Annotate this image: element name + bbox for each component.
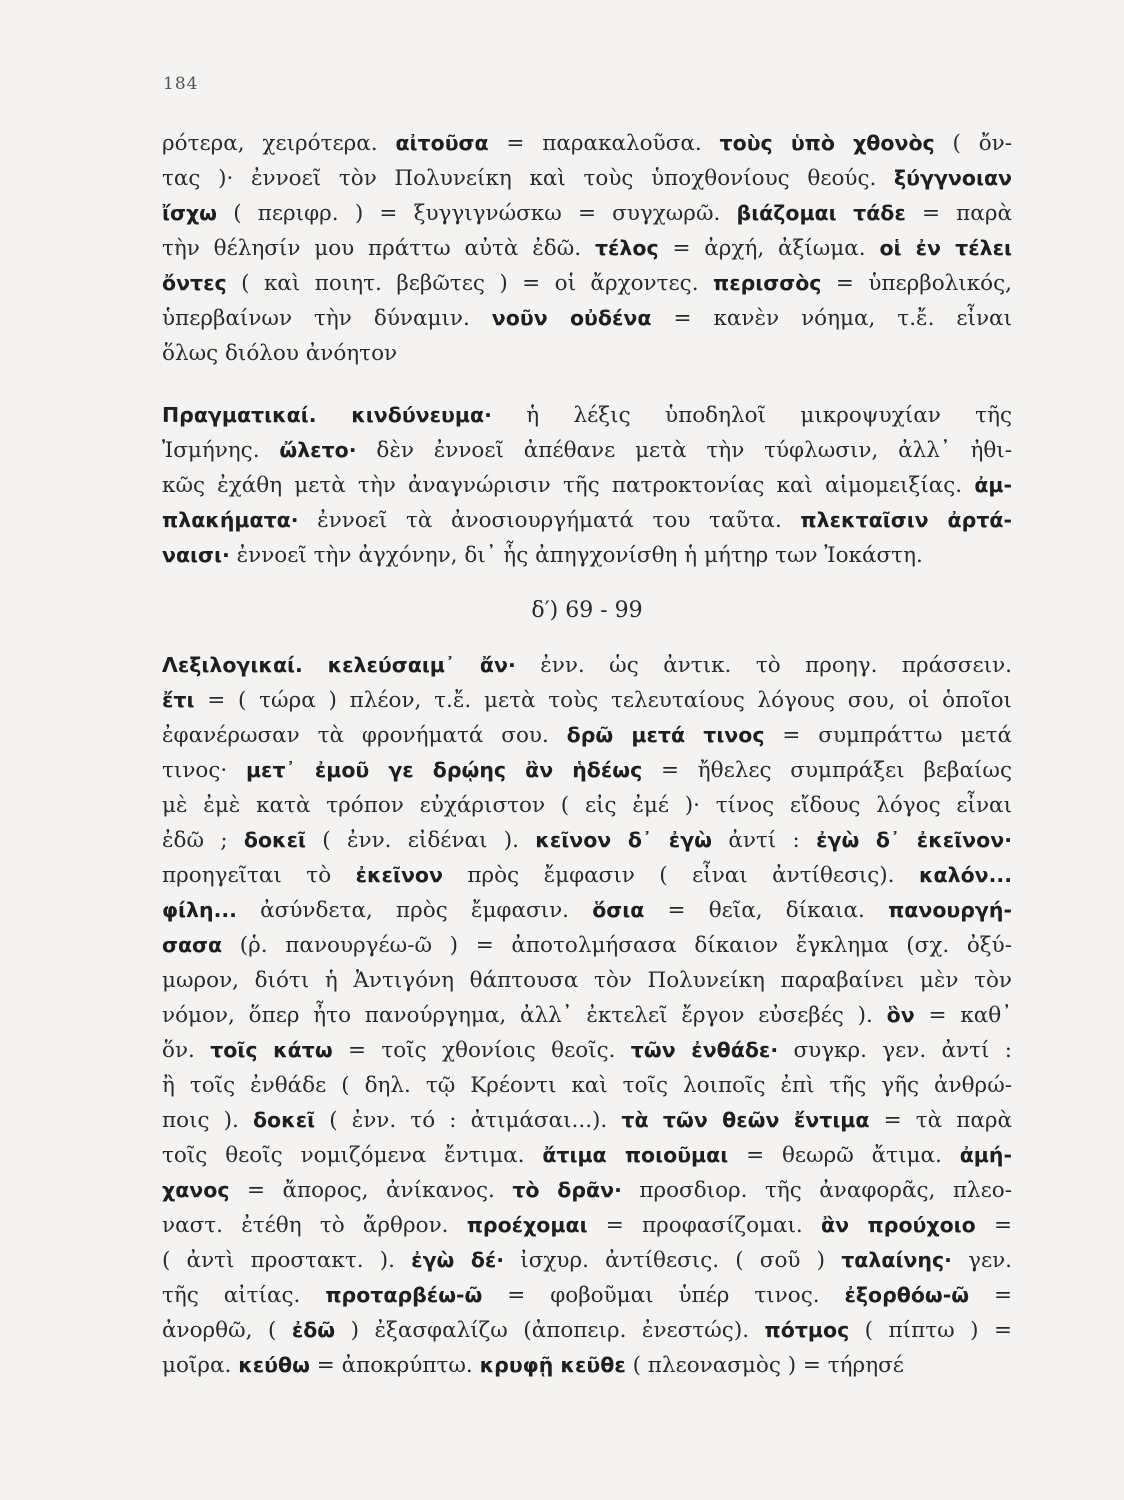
text-run: ὅλως διόλου ἀνόητον xyxy=(162,341,398,366)
bold-term: ναισι· xyxy=(162,543,230,567)
bold-term: οἱ ἐν τέλει xyxy=(879,236,1012,260)
bold-term: ἔτι xyxy=(162,688,195,712)
text-run: ἐδῶ ; xyxy=(162,828,244,853)
text-run: ἰσχυρ. ἀντίθεσις. ( σοῦ ) xyxy=(504,1248,842,1273)
bold-term: δοκεῖ xyxy=(252,1108,316,1132)
text-run: Ἰσμήνης. xyxy=(162,438,280,463)
bold-term: τῶν ἐνθάδε· xyxy=(630,1038,779,1062)
paragraph xyxy=(162,398,1012,573)
text-run: γεν. xyxy=(951,1248,1012,1273)
bold-term: βιάζομαι τάδε xyxy=(736,201,906,225)
text-run: ρότερα, χειρότερα. xyxy=(162,131,396,156)
text-run: = παρακαλοῦσα. xyxy=(488,131,720,156)
text-line xyxy=(162,1138,1012,1173)
text-run: ἀντί : xyxy=(712,828,817,853)
bold-term: ἀμ- xyxy=(974,473,1012,497)
text-line xyxy=(162,1033,1012,1068)
bold-term: πλακήματα· xyxy=(162,508,299,532)
bold-term: τὰ τῶν θεῶν ἔντιμα xyxy=(621,1108,870,1132)
text-run: ( ἐνν. εἰδέναι ). xyxy=(306,828,536,853)
text-run: = ἤθελες συμπράξει βεβαίως xyxy=(642,758,1012,783)
bold-term: τὸ δρᾶν· xyxy=(512,1178,622,1202)
text-run: = ἀρχή, ἀξίωμα. xyxy=(658,236,880,261)
text-line xyxy=(162,683,1012,718)
text-run: = ( τώρα ) πλέον, τ.ἔ. μετὰ τοὺς τελευταίους λόγους σου, οἱ ὁποῖοι xyxy=(194,688,1012,713)
text-run: τας )· ἐννοεῖ τὸν Πολυνείκη καὶ τοὺς ὑποχθονίους θεούς. xyxy=(162,166,895,191)
text-run: πρὸς ἔμφασιν ( εἶναι ἀντίθεσις). xyxy=(442,863,919,888)
text-line xyxy=(162,336,1012,371)
text-run: = ἀποκρύπτω. xyxy=(309,1353,480,1378)
text-run: ἡ λέξις ὑποδηλοῖ μικροψυχίαν τῆς xyxy=(491,403,1012,428)
text-run: ) ἐξασφαλίζω (ἀποπειρ. ἐνεστώς). xyxy=(335,1318,765,1343)
bold-term: σασα xyxy=(162,933,223,957)
text-body xyxy=(162,126,1012,1383)
bold-term: προέχομαι xyxy=(466,1213,588,1237)
bold-term: ἐγὼ δέ· xyxy=(411,1248,505,1272)
text-line xyxy=(162,1278,1012,1313)
text-run: = παρὰ xyxy=(905,201,1012,226)
text-run: ( πίπτω ) = xyxy=(849,1318,1012,1343)
text-run: τῆς αἰτίας. xyxy=(162,1283,326,1308)
paragraph xyxy=(162,648,1012,1383)
text-run: μωρον, διότι ἡ Ἀντιγόνη θάπτουσα τὸν Πολυνείκη παραβαίνει μὲν τὸν xyxy=(162,968,1012,993)
bold-term: περισσὸς xyxy=(712,271,822,295)
text-line xyxy=(162,1348,1012,1383)
bold-term: ταλαίνης· xyxy=(841,1248,952,1272)
text-run: = κανὲν νόημα, τ.ἔ. εἶναι xyxy=(651,306,1012,331)
text-line xyxy=(162,231,1012,266)
text-run: προηγεῖται τὸ xyxy=(162,863,356,888)
bold-term: φίλη... xyxy=(162,898,237,922)
text-run: = φοβοῦμαι ὑπέρ τινος. xyxy=(482,1283,845,1308)
text-run: μὲ ἐμὲ κατὰ τρόπον εὐχάριστον ( εἰς ἐμέ )· τίνος εἴδους λόγος εἶναι xyxy=(162,793,1012,818)
text-line xyxy=(162,503,1012,538)
text-run: ἐννοεῖ τὰ ἀνοσιουργήματά του ταῦτα. xyxy=(298,508,801,533)
page-number: 184 xyxy=(163,74,199,94)
bold-term: μετ᾽ ἐμοῦ γε δρῴης ἂν ἡδέως xyxy=(245,758,643,782)
text-run: ( ὄν- xyxy=(934,131,1012,156)
text-line xyxy=(162,266,1012,301)
text-run: = προφασίζομαι. xyxy=(587,1213,821,1238)
text-run: = τὰ παρὰ xyxy=(869,1108,1012,1133)
text-line xyxy=(162,998,1012,1033)
text-run: ἐνν. ὡς ἀντικ. τὸ προηγ. πράσσειν. xyxy=(515,653,1012,678)
bold-term: χανος xyxy=(162,1178,230,1202)
text-line xyxy=(162,648,1012,683)
bold-term: πλεκταῖσιν ἀρτά- xyxy=(800,508,1012,532)
text-line xyxy=(162,1173,1012,1208)
text-line xyxy=(162,538,1012,573)
bold-term: ὅσια xyxy=(592,898,645,922)
text-run: = θεῖα, δίκαια. xyxy=(644,898,889,923)
text-run: νόμον, ὅπερ ἦτο πανούργημα, ἀλλ᾽ ἐκτελεῖ ἔργον εὐσεβές ). xyxy=(162,1003,887,1028)
bold-term: πανουργή- xyxy=(888,898,1012,922)
text-line xyxy=(162,1208,1012,1243)
text-run: ἀσύνδετα, πρὸς ἔμφασιν. xyxy=(236,898,593,923)
text-run: ( περιφρ. ) = ξυγγιγνώσκω = συγχωρῶ. xyxy=(217,201,737,226)
text-run: ( ἀντὶ προστακτ. ). xyxy=(162,1248,412,1273)
text-run: = καθ᾽ xyxy=(914,1003,1012,1028)
bold-term: δοκεῖ xyxy=(243,828,306,852)
text-run: δὲν ἐννοεῖ ἀπέθανε μετὰ τὴν τύφλωσιν, ἀλλ᾽ ἠθι- xyxy=(356,438,1012,463)
section-heading: δ′) 69 - 99 xyxy=(531,598,643,623)
text-line xyxy=(162,398,1012,433)
bold-term: ἴσχω xyxy=(162,201,217,225)
text-run: ἢ τοῖς ἐνθάδε ( δηλ. τῷ Κρέοντι καὶ τοῖς λοιποῖς ἐπὶ τῆς γῆς ἀνθρώ- xyxy=(162,1073,1012,1098)
text-run: κῶς ἐχάθη μετὰ τὴν ἀναγνώρισιν τῆς πατροκτονίας καὶ αἱμομειξίας. xyxy=(162,473,975,498)
text-line xyxy=(162,788,1012,823)
text-line xyxy=(162,161,1012,196)
text-line xyxy=(162,1313,1012,1348)
bold-term: τοῖς κάτω xyxy=(210,1038,333,1062)
bold-term: δρῶ μετά τινος xyxy=(566,723,765,747)
text-run: προσδιορ. τῆς ἀναφορᾶς, πλεο- xyxy=(621,1178,1012,1203)
paragraph-gap xyxy=(162,573,1012,593)
paragraph xyxy=(162,126,1012,371)
bold-term: ὤλετο· xyxy=(279,438,357,462)
text-run: (ῥ. πανουργέω-ῶ ) = ἀποτολμήσασα δίκαιον ἔγκλημα (σχ. ὀξύ- xyxy=(222,933,1012,958)
text-line xyxy=(162,893,1012,928)
bold-term: ξύγγνοιαν xyxy=(894,166,1012,190)
text-run: = ἄπορος, ἀνίκανος. xyxy=(229,1178,513,1203)
bold-term: πότμος xyxy=(764,1318,850,1342)
bold-term: ἐδῶ xyxy=(291,1318,336,1342)
bold-term: τέλος xyxy=(594,236,659,260)
bold-term: ἐξορθόω-ῶ xyxy=(844,1283,970,1307)
text-line xyxy=(162,1068,1012,1103)
bold-term: ἐγὼ δ᾽ ἐκεῖνον· xyxy=(816,828,1012,852)
text-run: ( πλεονασμὸς ) = τήρησέ xyxy=(625,1353,904,1378)
paragraph-gap xyxy=(162,628,1012,648)
text-line xyxy=(162,433,1012,468)
text-run: = xyxy=(975,1213,1012,1238)
text-run: ὅν. xyxy=(162,1038,211,1063)
text-run: τὴν θέλησίν μου πράττω αὐτὰ ἐδῶ. xyxy=(162,236,595,261)
text-line xyxy=(162,1103,1012,1138)
text-line xyxy=(162,823,1012,858)
text-run: ἐφανέρωσαν τὰ φρονήματά σου. xyxy=(162,723,567,748)
text-run: τινος· xyxy=(162,758,246,783)
text-run: ποις ). xyxy=(162,1108,253,1133)
text-line xyxy=(162,858,1012,893)
bold-term: ὃν xyxy=(886,1003,915,1027)
text-line xyxy=(162,301,1012,336)
text-line xyxy=(162,928,1012,963)
bold-term: κεῖνον δ᾽ ἐγὼ xyxy=(535,828,713,852)
text-run: = τοῖς χθονίοις θεοῖς. xyxy=(332,1038,631,1063)
bold-term: Πραγματικαί. κινδύνευμα· xyxy=(162,403,492,427)
bold-term: ἄτιμα ποιοῦμαι xyxy=(542,1143,729,1167)
text-line xyxy=(162,468,1012,503)
text-run: = θεωρῶ ἄτιμα. xyxy=(728,1143,960,1168)
text-run: ἀνορθῶ, ( xyxy=(162,1318,292,1343)
bold-term: ἐκεῖνον xyxy=(355,863,443,887)
text-line xyxy=(162,1243,1012,1278)
bold-term: αἰτοῦσα xyxy=(395,131,489,155)
text-run: ἐννοεῖ τὴν ἀγχόνην, δι᾽ ἧς ἀπηγχονίσθη ἡ μήτηρ των Ἰοκάστη. xyxy=(229,543,923,568)
bold-term: καλόν... xyxy=(918,863,1012,887)
text-line xyxy=(162,126,1012,161)
text-run: = ὑπερβολικός, xyxy=(821,271,1012,296)
text-run: τοῖς θεοῖς νομιζόμενα ἔντιμα. xyxy=(162,1143,543,1168)
text-run: = συμπράττω μετά xyxy=(764,723,1012,748)
text-line xyxy=(162,718,1012,753)
text-run: ναστ. ἐτέθη τὸ ἄρθρον. xyxy=(162,1213,467,1238)
text-run: ( καὶ ποιητ. βεβῶτες ) = οἱ ἄρχοντες. xyxy=(226,271,713,296)
bold-term: προταρβέω-ῶ xyxy=(325,1283,483,1307)
bold-term: ἀμή- xyxy=(959,1143,1012,1167)
bold-term: τοὺς ὑπὸ χθονὸς xyxy=(719,131,935,155)
text-line xyxy=(162,753,1012,788)
text-line xyxy=(162,196,1012,231)
bold-term: νοῦν οὐδένα xyxy=(491,306,652,330)
bold-term: Λεξιλογικαί. κελεύσαιμ᾽ ἄν· xyxy=(162,653,516,677)
text-run: μοῖρα. xyxy=(162,1353,239,1378)
bold-term: κρυφῇ κεῦθε xyxy=(479,1353,626,1377)
text-run: = xyxy=(969,1283,1012,1308)
bold-term: κεύθω xyxy=(238,1353,310,1377)
text-line xyxy=(162,963,1012,998)
bold-term: ὄντες xyxy=(162,271,227,295)
text-run: ὑπερβαίνων τὴν δύναμιν. xyxy=(162,306,492,331)
text-run: ( ἐνν. τό : ἀτιμάσαι...). xyxy=(315,1108,622,1133)
text-run: συγκρ. γεν. ἀντί : xyxy=(778,1038,1012,1063)
paragraph-gap xyxy=(162,371,1012,398)
bold-term: ἂν προύχοιο xyxy=(820,1213,976,1237)
